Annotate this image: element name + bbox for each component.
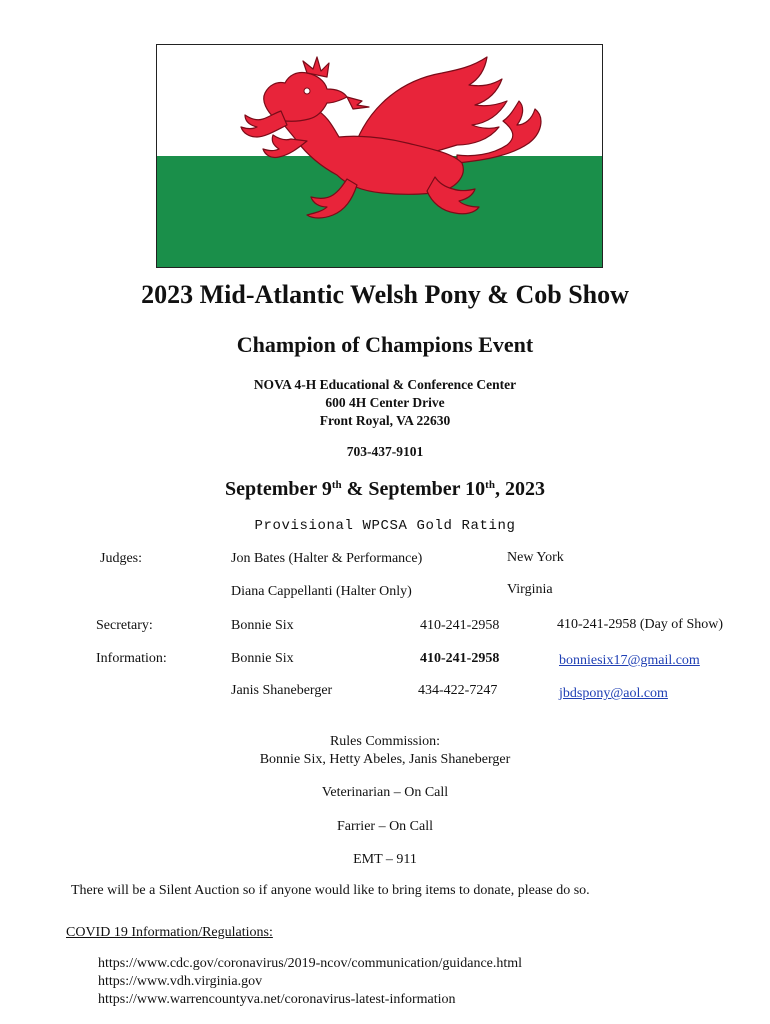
info-contact-phone: 434-422-7247 — [418, 683, 498, 698]
judges-label: Judges: — [100, 551, 142, 566]
auction-note: There will be a Silent Auction so if anyone would like to bring items to donate, please do so. — [71, 883, 590, 898]
page-title: 2023 Mid-Atlantic Welsh Pony & Cob Show — [141, 280, 629, 309]
info-first-name: Bonnie — [231, 651, 272, 666]
secretary-first-name: Bonnie — [231, 618, 272, 633]
secretary-label: Secretary: — [96, 618, 153, 633]
covid-url-list — [98, 955, 522, 1009]
covid-heading: COVID 19 Information/Regulations: — [66, 925, 273, 940]
judge-name: Diana Cappellanti (Halter Only) — [231, 584, 412, 599]
rating-text: Provisional WPCSA Gold Rating — [254, 518, 516, 534]
date-start: September 9 — [225, 478, 332, 500]
secretary-name — [231, 618, 294, 634]
secretary-day-phone: 410-241-2958 (Day of Show) — [557, 617, 724, 632]
dragon-icon — [157, 45, 602, 267]
secretary-last-name: Six — [274, 618, 294, 633]
date-end-suffix: th — [485, 479, 495, 491]
info-last-name: Six — [274, 651, 294, 666]
venue-city: Front Royal, VA 22630 — [319, 413, 451, 428]
info-contact-phone: 410-241-2958 — [420, 651, 500, 666]
email-link[interactable]: bonniesix17@gmail.com — [559, 653, 700, 668]
event-dates — [0, 478, 770, 501]
venue-phone: 703-437-9101 — [346, 444, 424, 459]
emt-text: EMT – 911 — [353, 852, 417, 867]
veterinarian-text: Veterinarian – On Call — [321, 785, 449, 800]
judge-location: New York — [507, 550, 564, 565]
date-year: , 2023 — [494, 478, 545, 500]
judge-location: Virginia — [507, 582, 553, 597]
venue-address — [0, 376, 770, 430]
date-end: & September 10 — [341, 478, 486, 500]
event-subtitle: Champion of Champions Event — [236, 332, 534, 357]
date-start-suffix: th — [331, 479, 342, 491]
rules-commission — [0, 733, 770, 769]
info-contact-name: Janis Shaneberger — [231, 683, 333, 698]
url-item[interactable]: https://www.vdh.virginia.gov — [98, 974, 263, 989]
welsh-flag-image — [156, 44, 603, 268]
secretary-phone: 410-241-2958 — [420, 618, 500, 633]
info-contact-name — [231, 651, 294, 667]
rules-commission-names: Bonnie Six, Hetty Abeles, Janis Shaneberger — [259, 752, 511, 767]
url-item[interactable]: https://www.warrencountyva.net/coronavirus-latest-information — [98, 992, 456, 1007]
url-item[interactable]: https://www.cdc.gov/coronavirus/2019-ncov/communication/guidance.html — [98, 956, 523, 971]
email-link[interactable]: jbdspony@aol.com — [559, 686, 668, 701]
rules-commission-label: Rules Commission: — [329, 734, 441, 749]
venue-street: 600 4H Center Drive — [325, 395, 445, 410]
venue-name: NOVA 4-H Educational & Conference Center — [253, 377, 517, 392]
farrier-text: Farrier – On Call — [336, 819, 434, 834]
information-label: Information: — [96, 651, 167, 666]
judge-name: Jon Bates (Halter & Performance) — [231, 551, 423, 566]
